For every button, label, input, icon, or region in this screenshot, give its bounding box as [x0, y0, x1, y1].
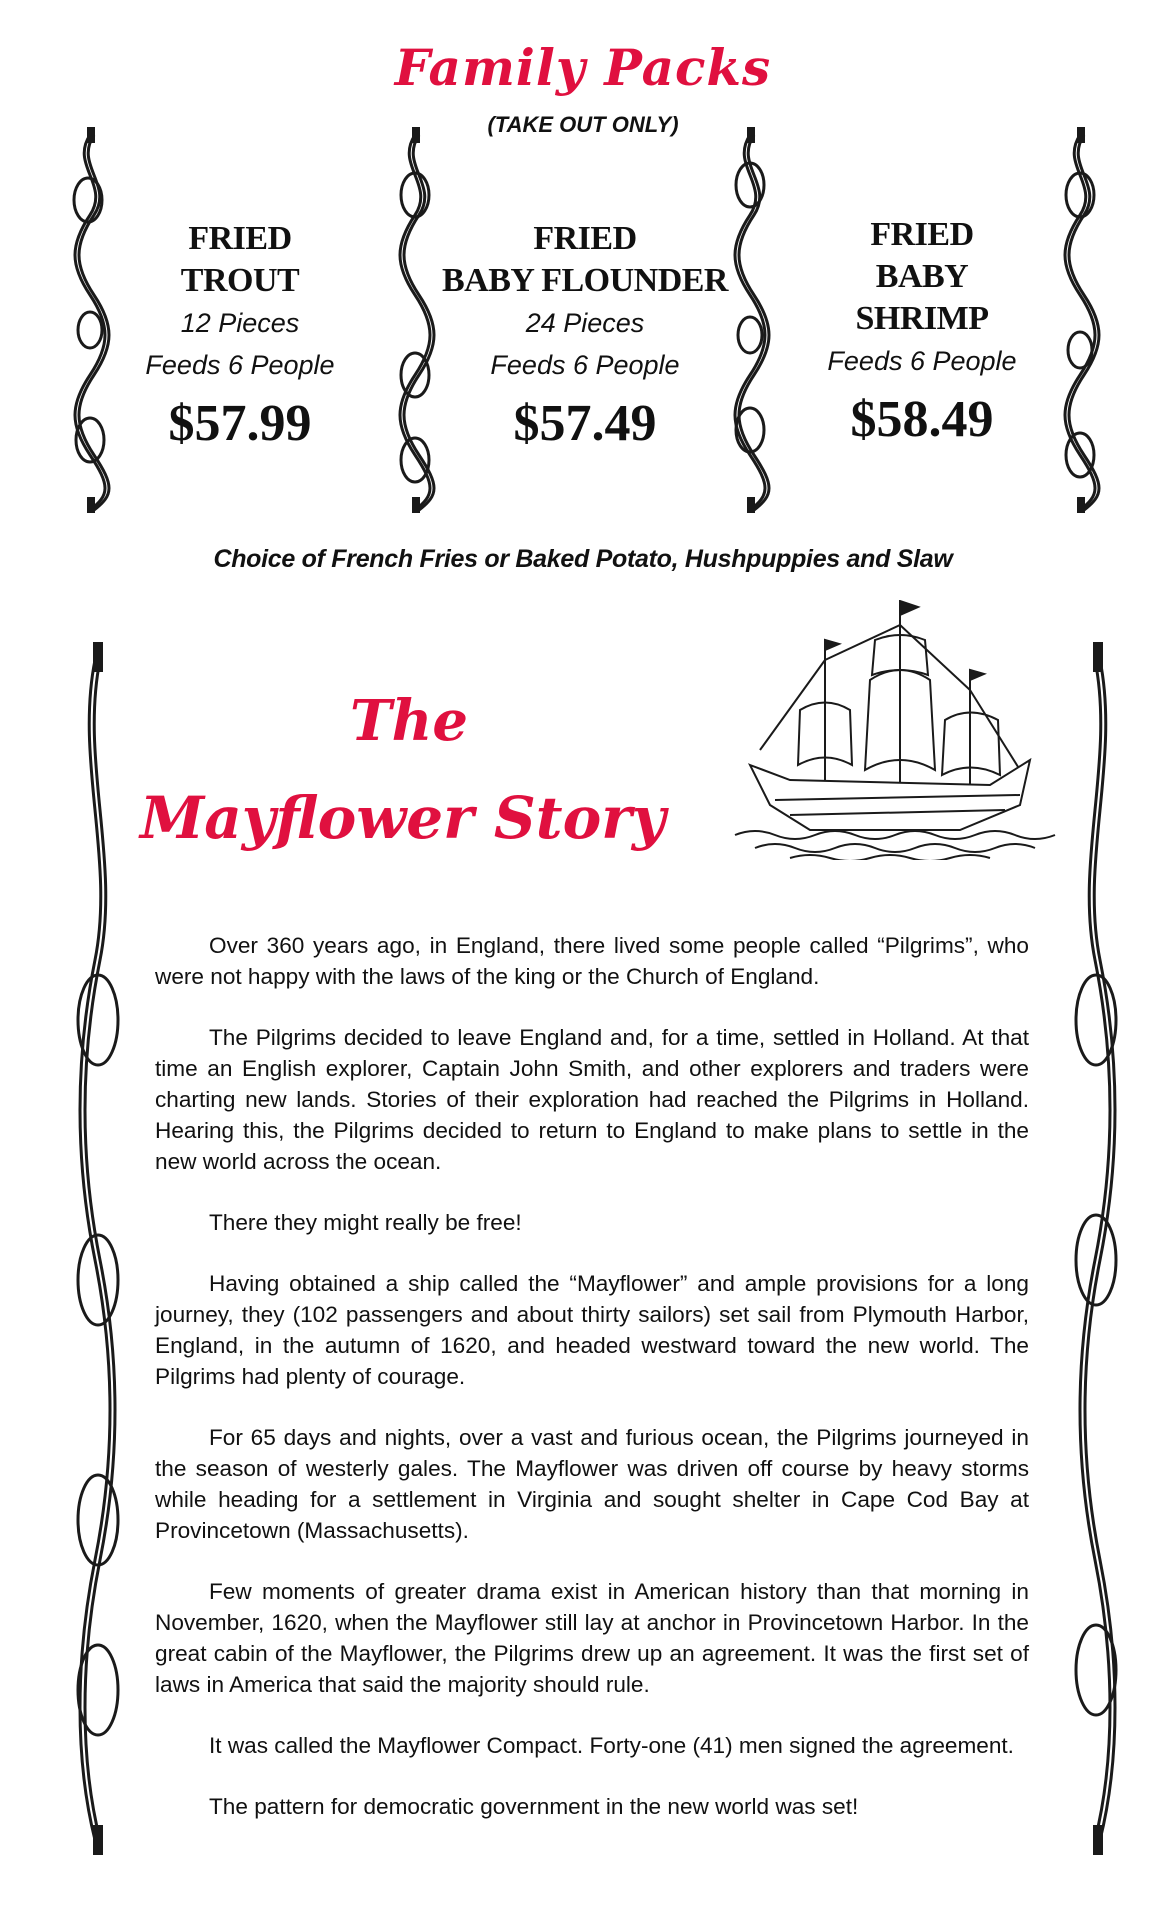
pack-price: $57.49 [513, 395, 657, 452]
story-title-line2: Mayflower Story [140, 784, 666, 852]
pack-name-line: BABY FLOUNDER [442, 262, 728, 299]
story-paragraph: Few moments of greater drama exist in American history than that morning in November, 1620, when the Mayflower still lay at anchor in Provincetown Harbor. In the great cabin of the Mayflower, the Pilgrims drew up an agreement. It was the first set of laws in America that said the majority should rule. [155, 1579, 1029, 1697]
story-title-line1: The [350, 688, 469, 754]
pack-name-line: FRIED [188, 220, 292, 257]
story-paragraph: Having obtained a ship called the “Mayflower” and ample provisions for a long journey, they (102 passengers and about thirty sailors) set sail from Plymouth Harbor, England, in the autumn of 1620, and headed westward toward the new world. The Pilgrims had plenty of courage. [155, 1271, 1029, 1389]
pack-pieces: 24 Pieces [525, 308, 645, 338]
pack-fried-trout [90, 218, 390, 454]
story-paragraph: There they might really be free! [209, 1210, 522, 1235]
pack-name-line: BABY [875, 258, 969, 295]
rope-border-icon [60, 640, 130, 1860]
story-paragraph: It was called the Mayflower Compact. Forty-one (41) men signed the agreement. [209, 1733, 1014, 1758]
sides-choice-text: Choice of French Fries or Baked Potato, Hushpuppies and Slaw [213, 545, 953, 573]
ship-illustration-icon [730, 600, 1060, 860]
pack-fried-baby-shrimp [772, 214, 1072, 450]
family-packs-title: Family Packs [394, 38, 772, 97]
pack-feeds: Feeds 6 People [145, 350, 335, 380]
story-paragraph: Over 360 years ago, in England, there lived some people called “Pilgrims”, who were not happy with the laws of the king or the Church of England. [155, 933, 1029, 989]
story-paragraph: The Pilgrims decided to leave England and, for a time, settled in Holland. At that time an English explorer, Captain John Smith, and other explorers and traders were charting new lands. Stories of their exploration had reached the Pilgrims in Holland. Hearing this, the Pilgrims decided to return to England to make plans to settle in the new world across the ocean. [155, 1025, 1029, 1174]
story-body [155, 930, 1029, 1852]
pack-pieces: 12 Pieces [180, 308, 300, 338]
pack-price: $58.49 [850, 391, 994, 448]
story-paragraph: The pattern for democratic government in the new world was set! [209, 1794, 859, 1819]
pack-name-line: TROUT [180, 262, 300, 299]
pack-feeds: Feeds 6 People [490, 350, 680, 380]
family-packs-subtitle: (TAKE OUT ONLY) [487, 112, 679, 137]
pack-name-line: FRIED [533, 220, 637, 257]
story-paragraph: For 65 days and nights, over a vast and furious ocean, the Pilgrims journeyed in the season of westerly gales. The Mayflower was driven off course by heavy storms while heading for a settlement in Virginia and sought shelter in Cape Cod Bay at Provincetown (Massachusetts). [155, 1425, 1029, 1543]
pack-name-line: FRIED [870, 216, 974, 253]
pack-fried-baby-flounder [430, 218, 740, 454]
pack-price: $57.99 [168, 395, 312, 452]
rope-border-icon [1060, 640, 1130, 1860]
pack-feeds: Feeds 6 People [827, 346, 1017, 376]
pack-name-line: SHRIMP [855, 300, 989, 337]
